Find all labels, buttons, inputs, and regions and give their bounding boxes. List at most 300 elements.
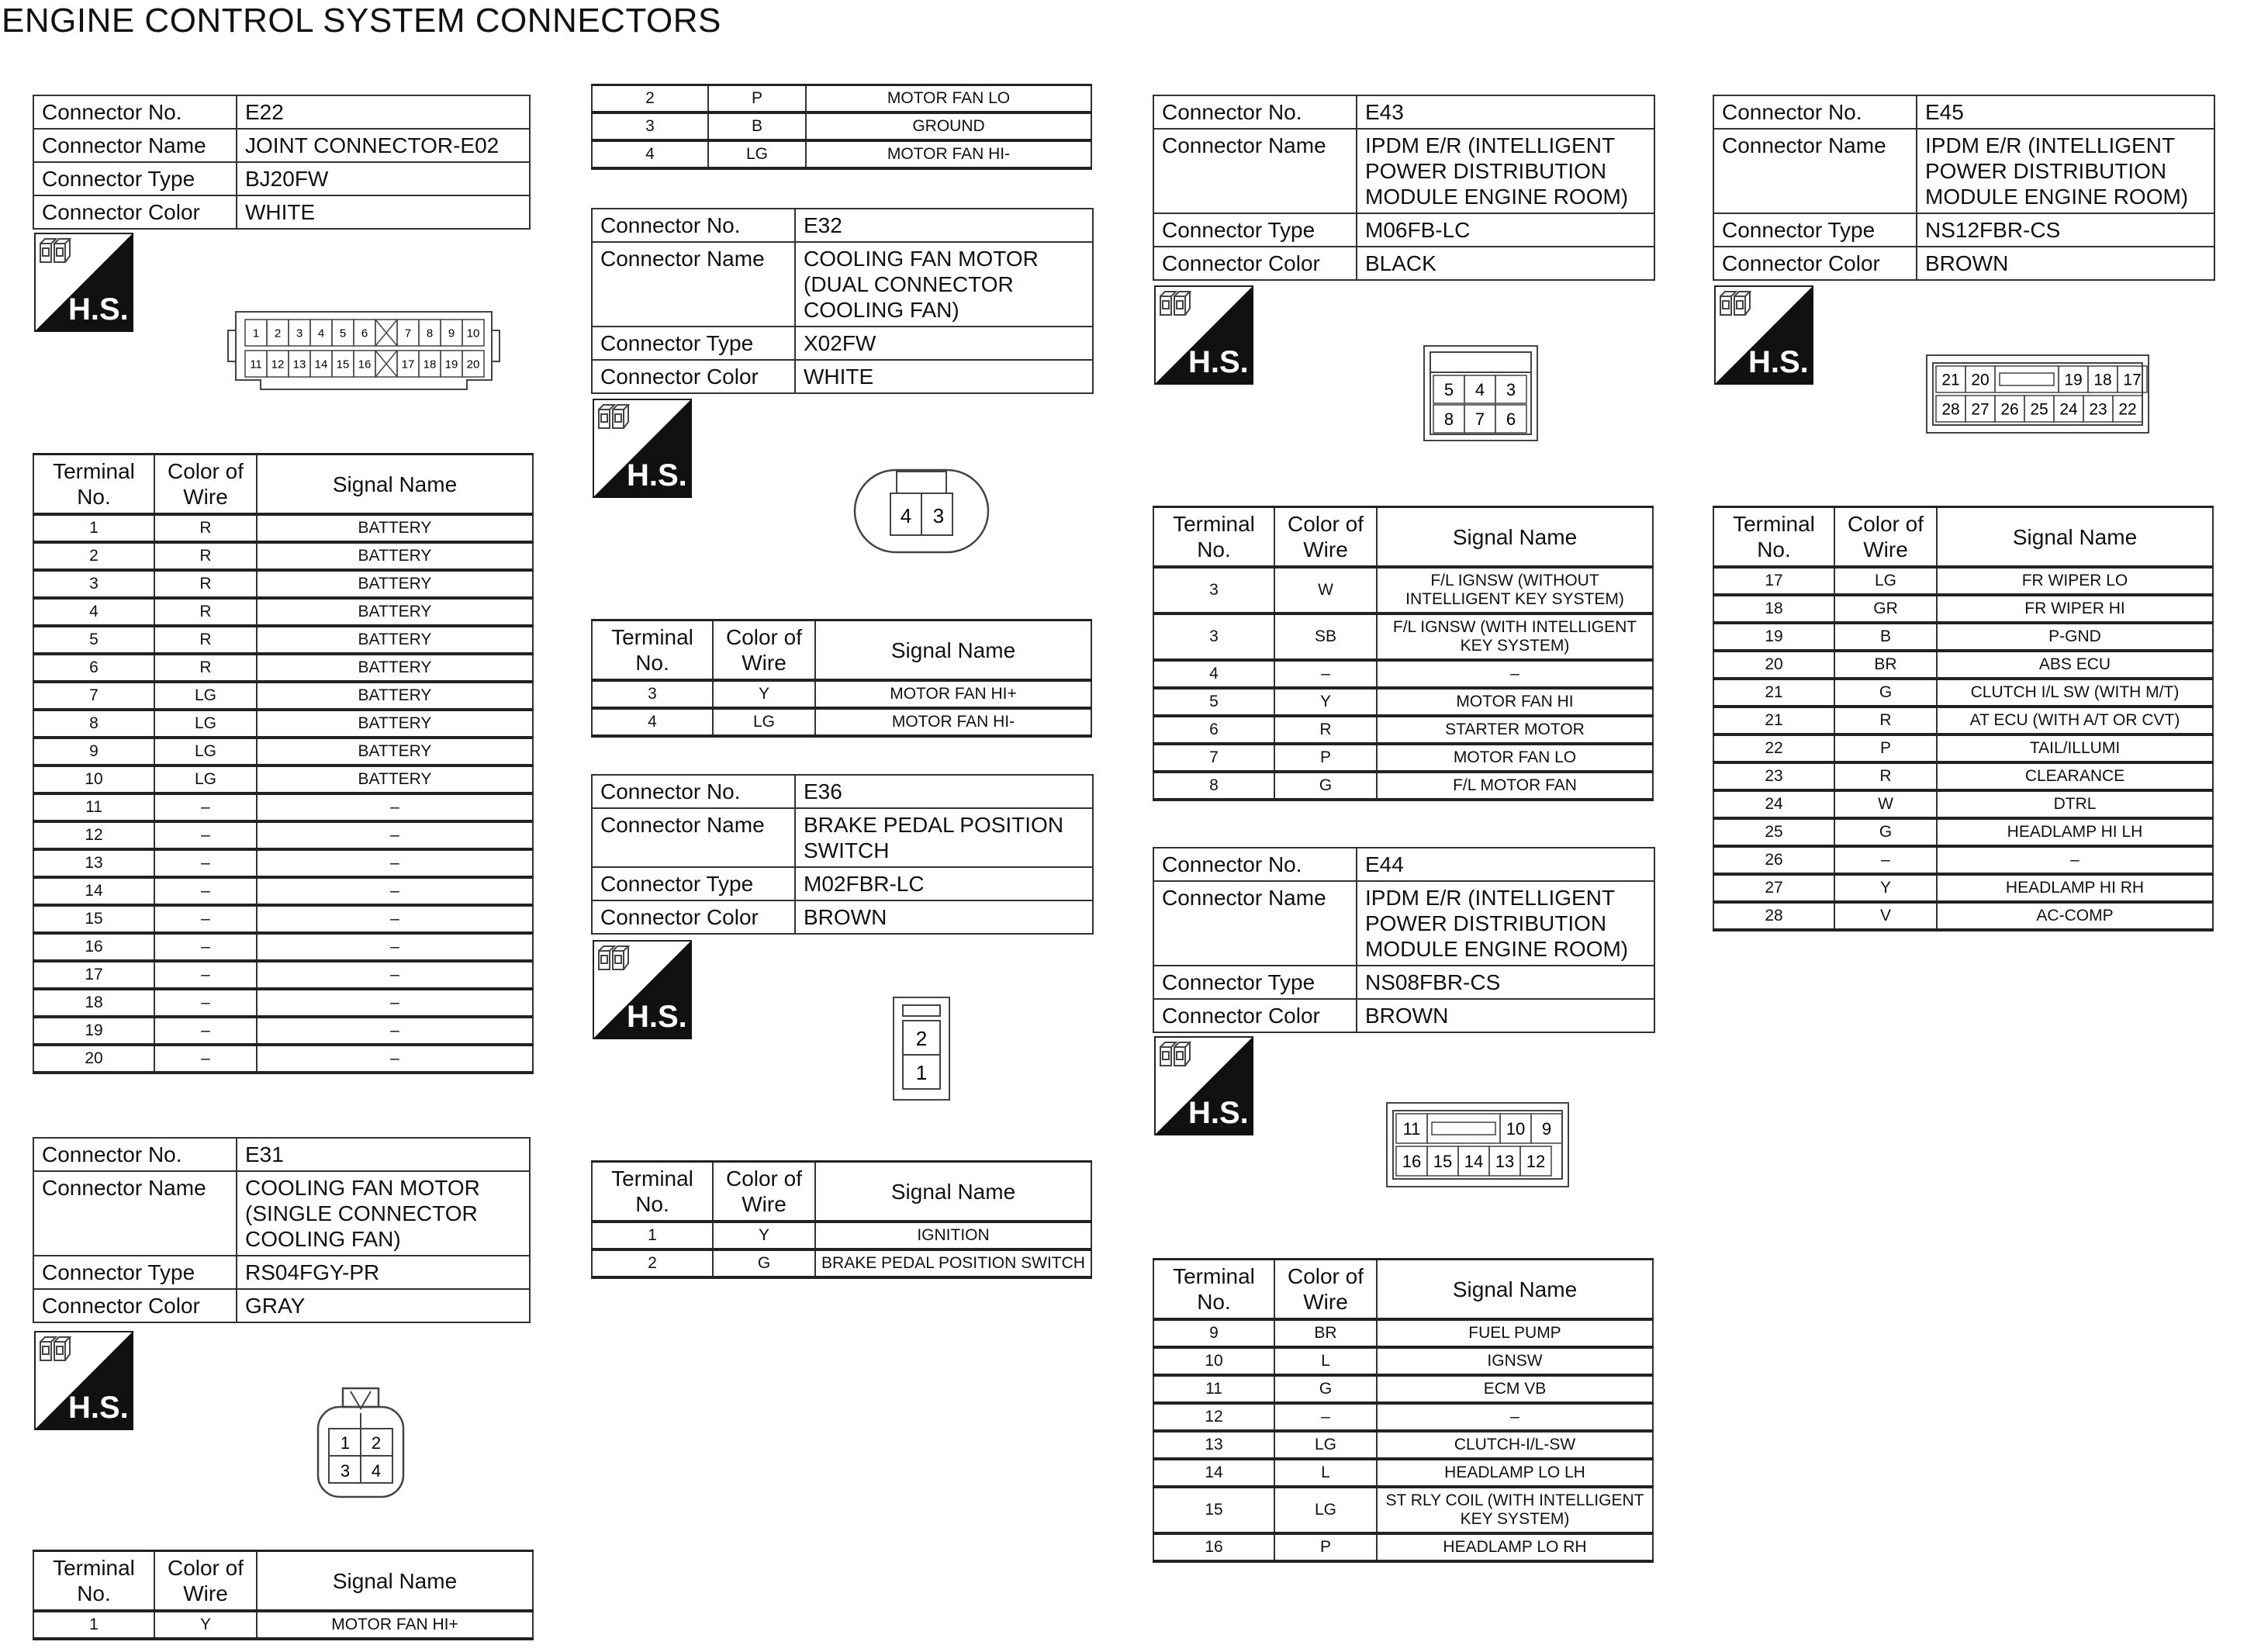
connector-name-value: IPDM E/R (INTELLIGENT POWER DISTRIBUTION MODULE ENGINE ROOM) <box>1357 881 1654 966</box>
label-connector-name: Connector Name <box>1153 129 1357 213</box>
table-row <box>592 112 1091 140</box>
label-connector-type: Connector Type <box>1153 213 1357 247</box>
wire-color-cell: GR <box>1834 595 1937 623</box>
label-connector-name: Connector Name <box>592 242 795 327</box>
wire-color-cell: Y <box>713 680 815 708</box>
wire-color-cell: – <box>154 933 257 961</box>
e22-pin: 9 <box>448 327 455 340</box>
signal-name-cell: MOTOR FAN HI+ <box>257 1611 533 1639</box>
header-color-of-wire: Color of Wire <box>713 620 815 681</box>
table-row <box>1153 1403 1653 1431</box>
e44-pin: 15 <box>1433 1151 1453 1171</box>
e22-pin: 20 <box>466 358 480 372</box>
terminal-no-cell: 21 <box>1713 707 1834 734</box>
hs-label: H.S. <box>627 458 687 492</box>
table-row <box>1713 818 2213 846</box>
connector-color-value: BROWN <box>1357 999 1654 1032</box>
wire-color-cell: B <box>708 112 806 140</box>
terminal-no-cell: 2 <box>592 85 708 113</box>
label-connector-color: Connector Color <box>592 900 795 934</box>
connector-name-value: COOLING FAN MOTOR (SINGLE CONNECTOR COOLING FAN) <box>237 1171 530 1256</box>
table-row <box>1153 1487 1653 1533</box>
signal-name-cell: CLUTCH-I/L-SW <box>1377 1431 1653 1459</box>
signal-name-cell: F/L IGNSW (WITH INTELLIGENT KEY SYSTEM) <box>1377 613 1653 660</box>
signal-name-cell: HEADLAMP LO LH <box>1377 1459 1653 1487</box>
table-row <box>33 793 533 821</box>
wire-color-cell: Y <box>1834 874 1937 902</box>
e43-pin: 7 <box>1474 409 1485 429</box>
label-connector-no: Connector No. <box>33 1138 237 1171</box>
signal-name-cell: ECM VB <box>1377 1375 1653 1403</box>
table-row <box>1153 1347 1653 1375</box>
e43-connector-info <box>1153 95 1655 281</box>
table-row <box>1153 613 1653 660</box>
wire-color-cell: R <box>1274 716 1377 744</box>
table-row <box>33 877 533 905</box>
table-row <box>33 570 533 598</box>
connector-no-value: E36 <box>795 775 1093 808</box>
wire-color-cell: R <box>154 654 257 682</box>
wire-color-cell: – <box>1274 1403 1377 1431</box>
connector-no-value: E44 <box>1357 848 1654 881</box>
wire-color-cell: V <box>1834 902 1937 930</box>
signal-name-cell: AT ECU (WITH A/T OR CVT) <box>1937 707 2213 734</box>
terminal-no-cell: 15 <box>33 905 154 933</box>
wire-color-cell: LG <box>1834 567 1937 595</box>
e44-pin: 14 <box>1464 1151 1484 1171</box>
connector-name-value: COOLING FAN MOTOR (DUAL CONNECTOR COOLING FAN) <box>795 242 1093 327</box>
header-color-of-wire: Color of Wire <box>1834 507 1937 568</box>
terminal-no-cell: 3 <box>1153 613 1274 660</box>
terminal-no-cell: 22 <box>1713 734 1834 762</box>
e45-pin: 26 <box>2000 400 2019 419</box>
key-slot <box>2000 373 2054 385</box>
harness-side-icon <box>1714 285 1813 385</box>
terminal-no-cell: 1 <box>592 1222 713 1249</box>
terminal-no-cell: 10 <box>33 766 154 793</box>
wire-color-cell: L <box>1274 1459 1377 1487</box>
terminal-no-cell: 21 <box>1713 679 1834 707</box>
header-terminal-no: Terminal No. <box>592 620 713 681</box>
connector-type-value: M02FBR-LC <box>795 867 1093 900</box>
wire-color-cell: P <box>708 85 806 113</box>
harness-side-icon <box>34 233 133 332</box>
table-row <box>33 738 533 766</box>
label-connector-color: Connector Color <box>1153 247 1357 280</box>
terminal-no-cell: 3 <box>1153 567 1274 613</box>
wire-color-cell: LG <box>154 710 257 738</box>
table-row <box>33 598 533 626</box>
connector-type-value: NS08FBR-CS <box>1357 966 1654 999</box>
terminal-no-cell: 12 <box>1153 1403 1274 1431</box>
e22-pin: 5 <box>339 327 347 340</box>
connector-no-value: E22 <box>237 95 530 129</box>
table-row <box>1153 567 1653 613</box>
label-connector-name: Connector Name <box>1713 129 1917 213</box>
signal-name-cell: BATTERY <box>257 598 533 626</box>
header-color-of-wire: Color of Wire <box>1274 1260 1377 1320</box>
table-row <box>1713 679 2213 707</box>
e45-pin: 27 <box>1971 400 1990 419</box>
terminal-no-cell: 19 <box>1713 623 1834 651</box>
table-row <box>1153 772 1653 800</box>
wire-color-cell: – <box>154 849 257 877</box>
signal-name-cell: BATTERY <box>257 766 533 793</box>
e43-pin: 8 <box>1443 409 1454 429</box>
e22-pin: 11 <box>250 358 262 372</box>
signal-name-cell: IGNITION <box>815 1222 1091 1249</box>
table-row <box>1713 846 2213 874</box>
table-row <box>1713 874 2213 902</box>
table-row <box>1153 1431 1653 1459</box>
key-slot <box>1432 1122 1495 1135</box>
label-connector-no: Connector No. <box>592 209 795 242</box>
wire-color-cell: R <box>1834 707 1937 734</box>
e31-connector-info <box>33 1137 531 1323</box>
table-row <box>1713 595 2213 623</box>
label-connector-no: Connector No. <box>33 95 237 129</box>
terminal-no-cell: 4 <box>1153 660 1274 688</box>
wire-color-cell: L <box>1274 1347 1377 1375</box>
wire-color-cell: LG <box>1274 1487 1377 1533</box>
terminal-no-cell: 8 <box>1153 772 1274 800</box>
e45-pin: 18 <box>2093 371 2112 389</box>
connector-type-value: M06FB-LC <box>1357 213 1654 247</box>
header-signal-name: Signal Name <box>1937 507 2213 568</box>
signal-name-cell: – <box>257 905 533 933</box>
e44-connector-info <box>1153 847 1655 1033</box>
e45-pin: 17 <box>2123 371 2142 389</box>
e36-pin-2: 2 <box>915 1027 928 1050</box>
e31-pin-2: 2 <box>371 1433 382 1453</box>
signal-name-cell: – <box>1377 1403 1653 1431</box>
wire-color-cell: LG <box>708 140 806 168</box>
table-row <box>592 140 1091 168</box>
wire-color-cell: R <box>154 514 257 542</box>
header-signal-name: Signal Name <box>815 620 1091 681</box>
header-color-of-wire: Color of Wire <box>154 1551 257 1612</box>
table-row <box>592 1249 1091 1277</box>
wire-color-cell: LG <box>1274 1431 1377 1459</box>
e44-pin: 16 <box>1402 1151 1422 1171</box>
connector-no-value: E32 <box>795 209 1093 242</box>
label-connector-no: Connector No. <box>1713 95 1917 129</box>
e45-pin: 24 <box>2059 400 2078 419</box>
key-slot <box>375 320 397 346</box>
e22-pin: 13 <box>292 358 306 372</box>
signal-name-cell: CLUTCH I/L SW (WITH M/T) <box>1937 679 2213 707</box>
e31-terminal-table <box>33 1550 534 1640</box>
signal-name-cell: BRAKE PEDAL POSITION SWITCH <box>815 1249 1091 1277</box>
wire-color-cell: G <box>713 1249 815 1277</box>
terminal-no-cell: 10 <box>1153 1347 1274 1375</box>
e22-pin: 7 <box>404 327 412 340</box>
label-connector-color: Connector Color <box>33 195 237 229</box>
signal-name-cell: HEADLAMP HI RH <box>1937 874 2213 902</box>
harness-side-icon <box>1154 1036 1253 1135</box>
harness-side-icon <box>34 1331 133 1430</box>
terminal-no-cell: 13 <box>1153 1431 1274 1459</box>
table-row <box>33 710 533 738</box>
key-slot <box>375 351 397 377</box>
e22-pin: 12 <box>271 358 285 372</box>
wire-color-cell: P <box>1274 1533 1377 1561</box>
e45-connector-face <box>1925 354 2150 434</box>
e45-pin: 20 <box>1971 371 1990 389</box>
terminal-no-cell: 4 <box>592 140 708 168</box>
wire-color-cell: R <box>154 626 257 654</box>
wire-color-cell: Y <box>1274 688 1377 716</box>
table-row <box>33 514 533 542</box>
header-signal-name: Signal Name <box>1377 507 1653 568</box>
hs-label: H.S. <box>68 1391 129 1425</box>
terminal-no-cell: 24 <box>1713 790 1834 818</box>
wire-color-cell: – <box>1834 846 1937 874</box>
signal-name-cell: – <box>257 1045 533 1073</box>
e44-pin: 9 <box>1541 1118 1552 1139</box>
table-row <box>1713 623 2213 651</box>
wire-color-cell: LG <box>154 766 257 793</box>
e45-pin: 28 <box>1941 400 1960 419</box>
connector-color-value: GRAY <box>237 1289 530 1322</box>
label-connector-type: Connector Type <box>1713 213 1917 247</box>
e22-pin: 14 <box>314 358 328 372</box>
terminal-no-cell: 17 <box>1713 567 1834 595</box>
table-row <box>592 680 1091 708</box>
header-color-of-wire: Color of Wire <box>154 454 257 515</box>
signal-name-cell: – <box>257 989 533 1017</box>
page-title: ENGINE CONTROL SYSTEM CONNECTORS <box>2 2 721 40</box>
e43-pin: 4 <box>1474 379 1485 399</box>
hs-label: H.S. <box>1188 345 1249 379</box>
e22-terminal-table <box>33 453 534 1074</box>
connector-color-value: WHITE <box>795 360 1093 393</box>
table-row <box>33 1611 533 1639</box>
connector-type-value: BJ20FW <box>237 162 530 195</box>
signal-name-cell: F/L MOTOR FAN <box>1377 772 1653 800</box>
e22-pin: 1 <box>252 327 260 340</box>
wire-color-cell: – <box>154 905 257 933</box>
terminal-no-cell: 1 <box>33 1611 154 1639</box>
e22-pin: 6 <box>361 327 368 340</box>
connector-no-value: E43 <box>1357 95 1654 129</box>
wire-color-cell: – <box>154 793 257 821</box>
terminal-no-cell: 1 <box>33 514 154 542</box>
terminal-no-cell: 11 <box>33 793 154 821</box>
wire-color-cell: R <box>1834 762 1937 790</box>
wire-color-cell: BR <box>1834 651 1937 679</box>
table-row <box>1153 744 1653 772</box>
e22-pin-row-bottom <box>245 351 484 377</box>
wire-color-cell: SB <box>1274 613 1377 660</box>
connector-name-value: JOINT CONNECTOR-E02 <box>237 129 530 162</box>
wire-color-cell: G <box>1834 679 1937 707</box>
wire-color-cell: – <box>154 821 257 849</box>
wire-color-cell: P <box>1274 744 1377 772</box>
e31_cont-terminal-table <box>591 84 1092 170</box>
signal-name-cell: TAIL/ILLUMI <box>1937 734 2213 762</box>
e45-pin: 19 <box>2064 371 2083 389</box>
e45-pin-grid <box>1936 366 2147 422</box>
wire-color-cell: G <box>1274 1375 1377 1403</box>
label-connector-color: Connector Color <box>1153 999 1357 1032</box>
connector-color-value: WHITE <box>237 195 530 229</box>
label-connector-no: Connector No. <box>1153 848 1357 881</box>
e22-pin: 3 <box>296 327 303 340</box>
e44-connector-face <box>1385 1101 1570 1188</box>
e43-pin: 5 <box>1443 379 1454 399</box>
table-row <box>33 905 533 933</box>
signal-name-cell: ABS ECU <box>1937 651 2213 679</box>
signal-name-cell: MOTOR FAN LO <box>806 85 1091 113</box>
terminal-no-cell: 27 <box>1713 874 1834 902</box>
e22-pin-row-top <box>245 320 484 346</box>
wire-color-cell: P <box>1834 734 1937 762</box>
signal-name-cell: – <box>257 821 533 849</box>
table-row <box>1153 1375 1653 1403</box>
header-signal-name: Signal Name <box>1377 1260 1653 1320</box>
header-terminal-no: Terminal No. <box>592 1162 713 1222</box>
signal-name-cell: BATTERY <box>257 542 533 570</box>
e43-pin: 3 <box>1506 379 1516 399</box>
table-row <box>33 766 533 793</box>
wire-color-cell: BR <box>1274 1319 1377 1347</box>
wire-color-cell: LG <box>154 682 257 710</box>
terminal-no-cell: 7 <box>33 682 154 710</box>
e36-terminal-table <box>591 1160 1092 1279</box>
e44-pin: 13 <box>1495 1151 1515 1171</box>
e44-pin: 10 <box>1506 1118 1526 1139</box>
terminal-no-cell: 15 <box>1153 1487 1274 1533</box>
terminal-no-cell: 25 <box>1713 818 1834 846</box>
terminal-no-cell: 3 <box>592 112 708 140</box>
connector-no-value: E45 <box>1917 95 2214 129</box>
table-row <box>33 626 533 654</box>
hs-label: H.S. <box>1188 1096 1249 1130</box>
wire-color-cell: – <box>154 961 257 989</box>
e44-terminal-table <box>1153 1258 1654 1563</box>
table-row <box>33 654 533 682</box>
hs-label: H.S. <box>68 292 129 327</box>
connector-name-value: IPDM E/R (INTELLIGENT POWER DISTRIBUTION MODULE ENGINE ROOM) <box>1917 129 2214 213</box>
signal-name-cell: FR WIPER HI <box>1937 595 2213 623</box>
wire-color-cell: W <box>1834 790 1937 818</box>
e22-pin: 2 <box>274 327 282 340</box>
signal-name-cell: FUEL PUMP <box>1377 1319 1653 1347</box>
table-row <box>1153 660 1653 688</box>
wire-color-cell: G <box>1834 818 1937 846</box>
terminal-no-cell: 4 <box>33 598 154 626</box>
connector-type-value: RS04FGY-PR <box>237 1256 530 1289</box>
hs-label: H.S. <box>627 1000 687 1034</box>
signal-name-cell: MOTOR FAN HI <box>1377 688 1653 716</box>
table-row <box>1713 790 2213 818</box>
header-terminal-no: Terminal No. <box>33 1551 154 1612</box>
e36-pin-1: 1 <box>915 1061 928 1084</box>
label-connector-type: Connector Type <box>1153 966 1357 999</box>
signal-name-cell: MOTOR FAN LO <box>1377 744 1653 772</box>
e45-pin: 25 <box>2030 400 2048 419</box>
e43-pin: 6 <box>1506 409 1516 429</box>
table-row <box>1713 651 2213 679</box>
table-row <box>1713 707 2213 734</box>
wire-color-cell: – <box>154 1017 257 1045</box>
e45-terminal-table <box>1713 506 2214 931</box>
e45-connector-info <box>1713 95 2215 281</box>
terminal-no-cell: 14 <box>33 877 154 905</box>
harness-side-icon <box>593 399 692 498</box>
label-connector-color: Connector Color <box>1713 247 1917 280</box>
terminal-no-cell: 7 <box>1153 744 1274 772</box>
table-row <box>1153 1319 1653 1347</box>
harness-side-icon <box>1154 285 1253 385</box>
table-row <box>592 1222 1091 1249</box>
wire-color-cell: R <box>154 598 257 626</box>
wire-color-cell: G <box>1274 772 1377 800</box>
e36-connector-face <box>892 996 951 1101</box>
terminal-no-cell: 28 <box>1713 902 1834 930</box>
terminal-no-cell: 8 <box>33 710 154 738</box>
header-color-of-wire: Color of Wire <box>713 1162 815 1222</box>
terminal-no-cell: 26 <box>1713 846 1834 874</box>
table-row <box>592 708 1091 736</box>
signal-name-cell: F/L IGNSW (WITHOUT INTELLIGENT KEY SYSTEM) <box>1377 567 1653 613</box>
e22-pin: 19 <box>444 358 458 372</box>
terminal-no-cell: 6 <box>33 654 154 682</box>
signal-name-cell: – <box>257 933 533 961</box>
e22-pin: 4 <box>317 327 325 340</box>
signal-name-cell: BATTERY <box>257 738 533 766</box>
e22-connector-info <box>33 95 531 230</box>
terminal-no-cell: 14 <box>1153 1459 1274 1487</box>
signal-name-cell: BATTERY <box>257 710 533 738</box>
wire-color-cell: B <box>1834 623 1937 651</box>
wire-color-cell: LG <box>154 738 257 766</box>
wire-color-cell: – <box>1274 660 1377 688</box>
e45-pin: 21 <box>1941 371 1960 389</box>
signal-name-cell: BATTERY <box>257 570 533 598</box>
e45-pin: 22 <box>2118 400 2137 419</box>
signal-name-cell: HEADLAMP HI LH <box>1937 818 2213 846</box>
e22-connector-face <box>226 304 501 392</box>
e32-terminal-table <box>591 619 1092 738</box>
signal-name-cell: – <box>257 793 533 821</box>
signal-name-cell: FR WIPER LO <box>1937 567 2213 595</box>
e36-connector-info <box>591 774 1094 935</box>
table-row <box>592 85 1091 113</box>
e22-pin: 17 <box>401 358 415 372</box>
signal-name-cell: HEADLAMP LO RH <box>1377 1533 1653 1561</box>
table-row <box>33 849 533 877</box>
signal-name-cell: – <box>1937 846 2213 874</box>
wire-color-cell: – <box>154 1045 257 1073</box>
e32-pin-4: 4 <box>900 504 912 527</box>
table-row <box>1153 1459 1653 1487</box>
signal-name-cell: STARTER MOTOR <box>1377 716 1653 744</box>
label-connector-type: Connector Type <box>592 867 795 900</box>
signal-name-cell: MOTOR FAN HI- <box>806 140 1091 168</box>
terminal-no-cell: 16 <box>33 933 154 961</box>
table-row <box>33 933 533 961</box>
e31-connector-face <box>312 1385 410 1502</box>
label-connector-name: Connector Name <box>592 808 795 867</box>
label-connector-name: Connector Name <box>1153 881 1357 966</box>
terminal-no-cell: 18 <box>33 989 154 1017</box>
table-row <box>1713 762 2213 790</box>
wire-color-cell: Y <box>713 1222 815 1249</box>
table-row <box>33 542 533 570</box>
header-terminal-no: Terminal No. <box>1713 507 1834 568</box>
